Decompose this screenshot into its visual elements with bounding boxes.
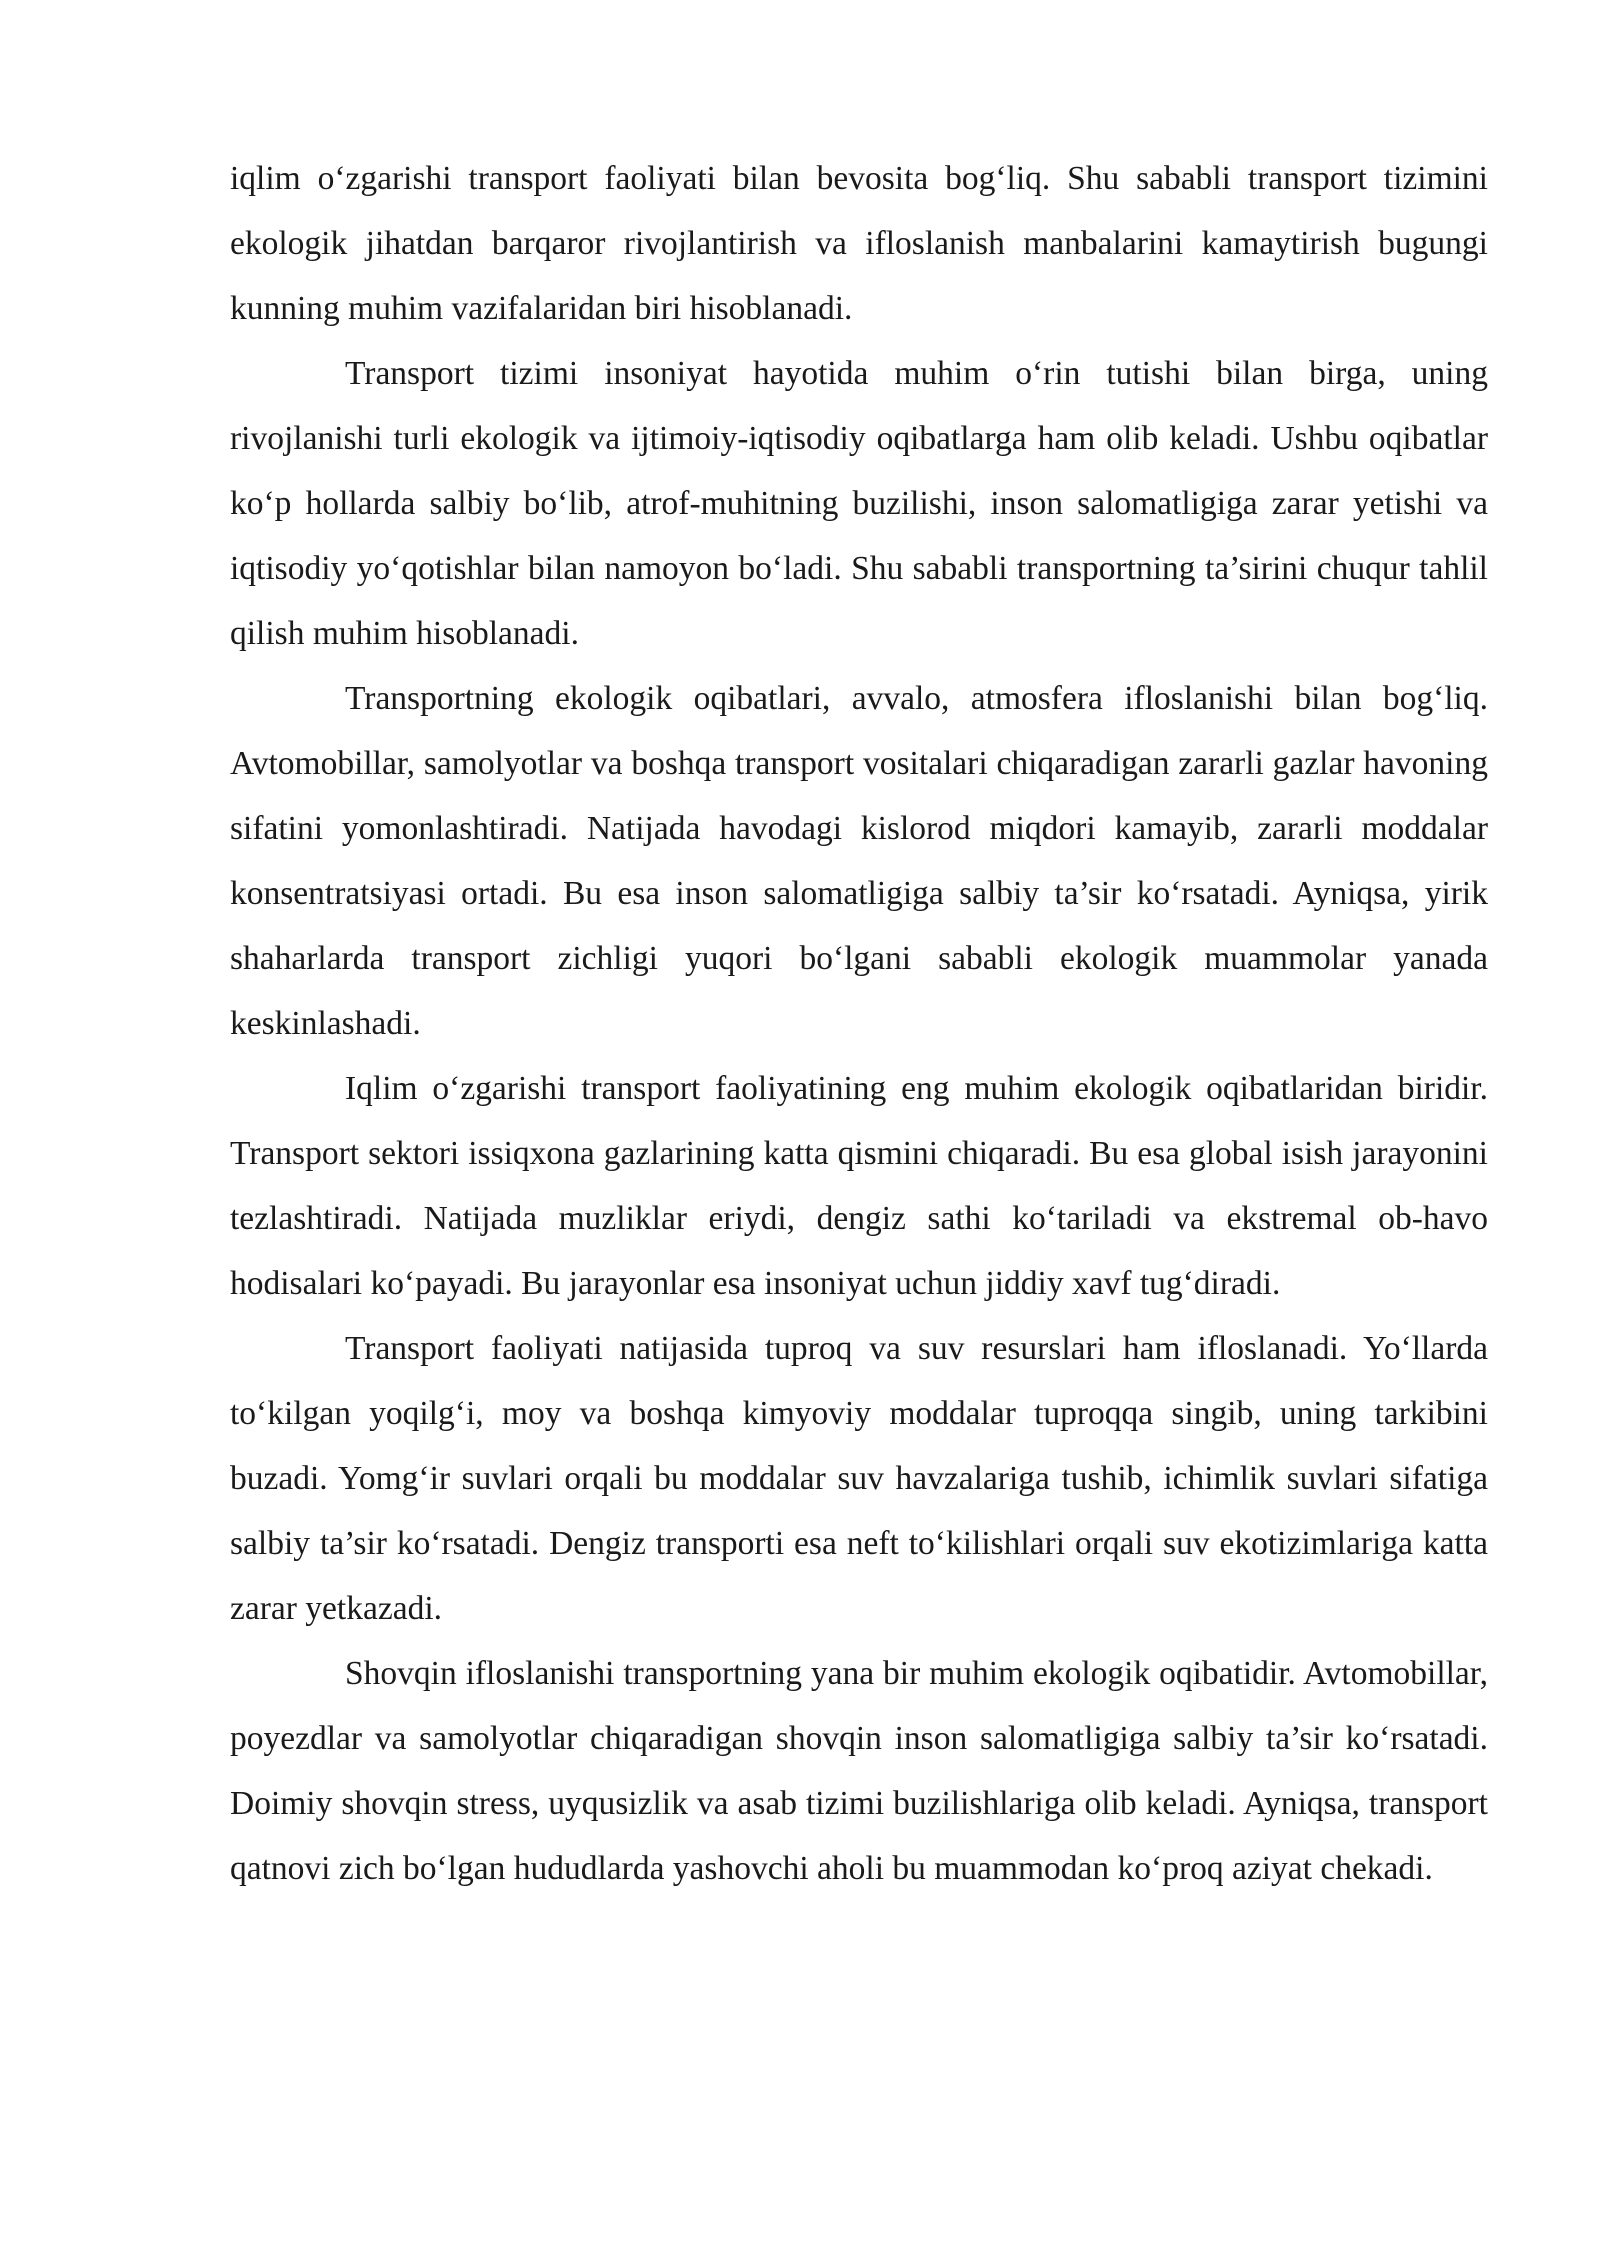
paragraph-noise-pollution: Shovqin ifloslanishi transportning yana bir muhim ekologik oqibatidir. Avtomobillar, poyezdlar va samolyotlar chiqaradigan shovqin inson salomatligiga salbiy ta’sir ko‘rsatadi. Doimiy shovqin stress, uyqusizlik va asab tizimi buzilishlariga olib keladi. Ayniqsa, transport qatnovi zich bo‘lgan hududlarda yashovchi aholi bu muammodan ko‘proq aziyat chekadi.: [230, 1655, 1488, 1887]
paragraph-climate-change: Iqlim o‘zgarishi transport faoliyatining eng muhim ekologik oqibatlaridan biridir. Transport sektori issiqxona gazlarining katta qismini chiqaradi. Bu esa global isish jarayonini tezlashtiradi. Natijada muzliklar eriydi, dengiz sathi ko‘tariladi va ekstremal ob-havo hodisalari ko‘payadi. Bu jarayonlar esa insoniyat uchun jiddiy xavf tug‘diradi.: [230, 1070, 1488, 1302]
paragraph-continuation: iqlim o‘zgarishi transport faoliyati bilan bevosita bog‘liq. Shu sababli transport tizimini ekologik jihatdan barqaror rivojlantirish va ifloslanish manbalarini kamaytirish bugungi kunning muhim vazifalaridan biri hisoblanadi.: [230, 160, 1488, 327]
paragraph-atmosphere-pollution: Transportning ekologik oqibatlari, avvalo, atmosfera ifloslanishi bilan bog‘liq. Avtomobillar, samolyotlar va boshqa transport vositalari chiqaradigan zararli gazlar havoning sifatini yomonlashtiradi. Natijada havodagi kislorod miqdori kamayib, zararli moddalar konsentratsiyasi ortadi. Bu esa inson salomatligiga salbiy ta’sir ko‘rsatadi. Ayniqsa, yirik shaharlarda transport zichligi yuqori bo‘lgani sababli ekologik muammolar yanada keskinlashadi.: [230, 680, 1488, 1042]
document-body: [230, 146, 1488, 1901]
paragraph-transport-system: Transport tizimi insoniyat hayotida muhim o‘rin tutishi bilan birga, uning rivojlanishi turli ekologik va ijtimoiy-iqtisodiy oqibatlarga ham olib keladi. Ushbu oqibatlar ko‘p hollarda salbiy bo‘lib, atrof-muhitning buzilishi, inson salomatligiga zarar yetishi va iqtisodiy yo‘qotishlar bilan namoyon bo‘ladi. Shu sababli transportning ta’sirini chuqur tahlil qilish muhim hisoblanadi.: [230, 355, 1488, 652]
paragraph-soil-water-pollution: Transport faoliyati natijasida tuproq va suv resurslari ham ifloslanadi. Yo‘llarda to‘kilgan yoqilg‘i, moy va boshqa kimyoviy moddalar tuproqqa singib, uning tarkibini buzadi. Yomg‘ir suvlari orqali bu moddalar suv havzalariga tushib, ichimlik suvlari sifatiga salbiy ta’sir ko‘rsatadi. Dengiz transporti esa neft to‘kilishlari orqali suv ekotizimlariga katta zarar yetkazadi.: [230, 1330, 1488, 1627]
